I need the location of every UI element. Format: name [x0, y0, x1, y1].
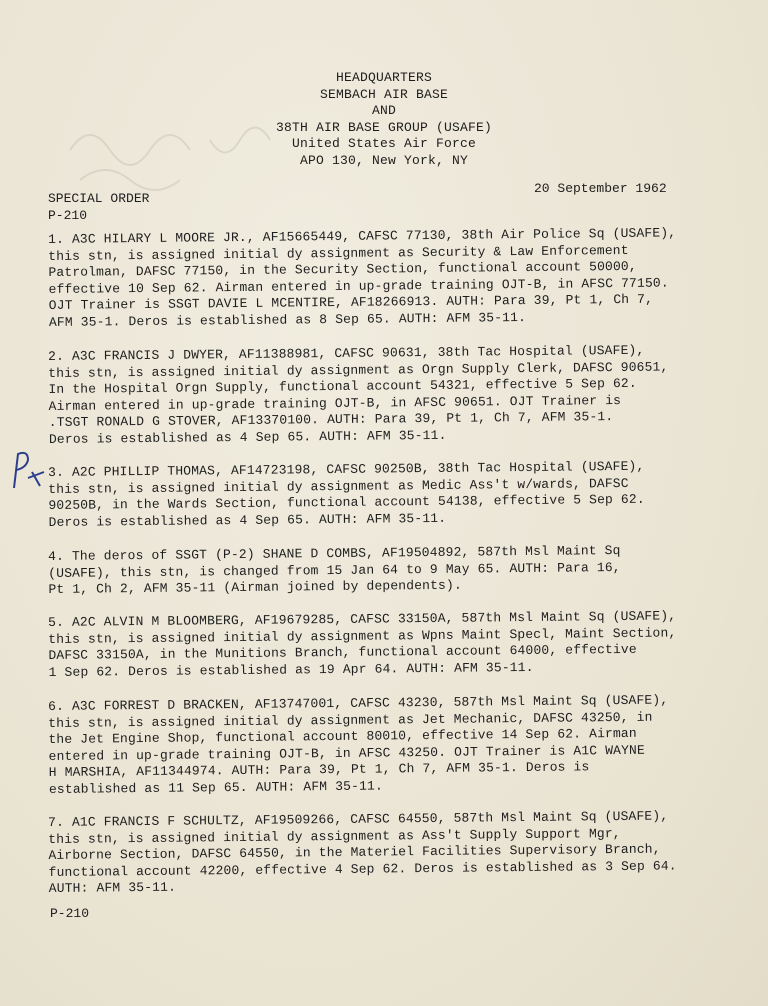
letterhead-line: United States Air Force	[291, 136, 477, 151]
paragraph-line: Airborne Section, DAFSC 64550, in the Materiel Facilities Supervisory Branch,	[48, 841, 661, 864]
paragraph-line: this stn, is assigned initial dy assignment as Wpns Maint Specl, Maint Section,	[48, 625, 677, 647]
paragraph-line: this stn, is assigned initial dy assignment as Ass't Supply Support Mgr,	[48, 825, 621, 847]
paragraph-line: this stn, is assigned initial dy assignment as Medic Ass't w/wards, DAFSC	[48, 475, 629, 497]
paragraph-line: 2. A3C FRANCIS J DWYER, AF11388981, CAFSC 90631, 38th Tac Hospital (USAFE),	[48, 342, 645, 364]
paragraph-line: Airman entered in up-grade training OJT-B, in AFSC 90651. OJT Trainer is	[48, 392, 622, 414]
letterhead-line: SEMBACH AIR BASE	[319, 86, 449, 102]
paragraph-line: entered in up-grade training OJT-B, in AFSC 43250. OJT Trainer is A1C WAYNE	[48, 742, 646, 764]
paragraph-line: the Jet Engine Shop, functional account 80010, effective 14 Sep 62. Airman	[48, 725, 637, 747]
paragraph-line: DAFSC 33150A, in the Munitions Branch, functional account 64000, effective	[48, 642, 637, 664]
order-date: 20 September 1962	[534, 181, 667, 196]
order-paragraph-1	[48, 225, 749, 332]
paragraph-line: Deros is established as 4 Sep 65. AUTH: AFM 35-11.	[48, 510, 447, 530]
order-paragraph-3	[48, 458, 749, 532]
paragraph-line: 1 Sep 62. Deros is established as 19 Apr 64. AUTH: AFM 35-11.	[48, 659, 534, 681]
letterhead-line: 38TH AIR BASE GROUP (USAFE)	[275, 119, 493, 135]
paragraph-line: 3. A2C PHILLIP THOMAS, AF14723198, CAFSC 90250B, 38th Tac Hospital (USAFE),	[48, 458, 645, 481]
paragraph-line: In the Hospital Orgn Supply, functional account 54321, effective 5 Sep 62.	[48, 375, 637, 397]
paragraph-line: this stn, is assigned initial dy assignment as Jet Mechanic, DAFSC 43250, in	[48, 708, 653, 731]
paragraph-line: functional account 42200, effective 4 Sep 62. Deros is established as 3 Sep 64.	[48, 858, 677, 880]
paragraph-line: .TSGT RONALD G STOVER, AF13370100. AUTH: Para 39, Pt 1, Ch 7, AFM 35-1.	[48, 409, 614, 430]
order-type: SPECIAL ORDER	[48, 191, 150, 206]
order-paragraph-5	[48, 608, 749, 682]
paragraph-line: established as 11 Sep 65. AUTH: AFM 35-11.	[48, 778, 383, 797]
paragraph-line: OJT Trainer is SSGT DAVIE L MCENTIRE, AF18266913. AUTH: Para 39, Pt 1, Ch 7,	[48, 292, 654, 314]
letterhead	[0, 70, 768, 169]
order-paragraphs	[48, 225, 748, 915]
paragraph-line: Deros is established as 4 Sep 65. AUTH: AFM 35-11.	[48, 427, 447, 447]
order-paragraph-2	[48, 341, 749, 448]
paragraph-line: effective 10 Sep 62. Airman entered in up-grade training OJT-B, in AFSC 77150.	[48, 275, 669, 297]
paragraph-line: 4. The deros of SSGT (P-2) SHANE D COMBS, AF19504892, 587th Msl Maint Sq	[48, 542, 621, 564]
letterhead-line: AND	[371, 103, 396, 118]
paragraph-line: 90250B, in the Wards Section, functional account 54138, effective 5 Sep 62.	[48, 492, 645, 514]
letterhead-line: HEADQUARTERS	[335, 70, 432, 85]
order-number: P-210	[48, 208, 88, 223]
paragraph-line: H MARSHIA, AF11344974. AUTH: Para 39, Pt 1, Ch 7, AFM 35-1. Deros is	[48, 759, 590, 781]
paragraph-line: 5. A2C ALVIN M BLOOMBERG, AF19679285, CAFSC 33150A, 587th Msl Maint Sq (USAFE),	[48, 608, 677, 631]
order-heading	[48, 190, 149, 224]
paragraph-line: 7. A1C FRANCIS F SCHULTZ, AF19509266, CAFSC 64550, 587th Msl Maint Sq (USAFE),	[48, 808, 669, 831]
letterhead-line: APO 130, New York, NY	[299, 152, 469, 168]
paragraph-line: this stn, is assigned initial dy assignment as Orgn Supply Clerk, DAFSC 90651,	[48, 358, 669, 381]
footer-order-number: P-210	[50, 906, 90, 921]
order-paragraph-6	[48, 691, 749, 798]
paragraph-line: AFM 35-1. Deros is established as 8 Sep 65. AUTH: AFM 35-11.	[48, 309, 527, 330]
paragraph-line: AUTH: AFM 35-11.	[48, 880, 177, 897]
paragraph-line: this stn, is assigned initial dy assignment as Security & Law Enforcement	[48, 242, 629, 264]
paragraph-line: (USAFE), this stn, is changed from 15 Jan 64 to 9 May 65. AUTH: Para 16,	[48, 559, 621, 581]
order-paragraph-4	[48, 541, 748, 598]
paragraph-line: 1. A3C HILARY L MOORE JR., AF15665449, CAFSC 77130, 38th Air Police Sq (USAFE),	[48, 225, 677, 247]
paragraph-line: 6. A3C FORREST D BRACKEN, AF13747001, CAFSC 43230, 587th Msl Maint Sq (USAFE),	[48, 692, 669, 714]
order-paragraph-7	[48, 808, 749, 898]
paragraph-line: Pt 1, Ch 2, AFM 35-11 (Airman joined by dependents).	[48, 577, 462, 597]
paragraph-line: Patrolman, DAFSC 77150, in the Security Section, functional account 50000,	[48, 259, 637, 281]
